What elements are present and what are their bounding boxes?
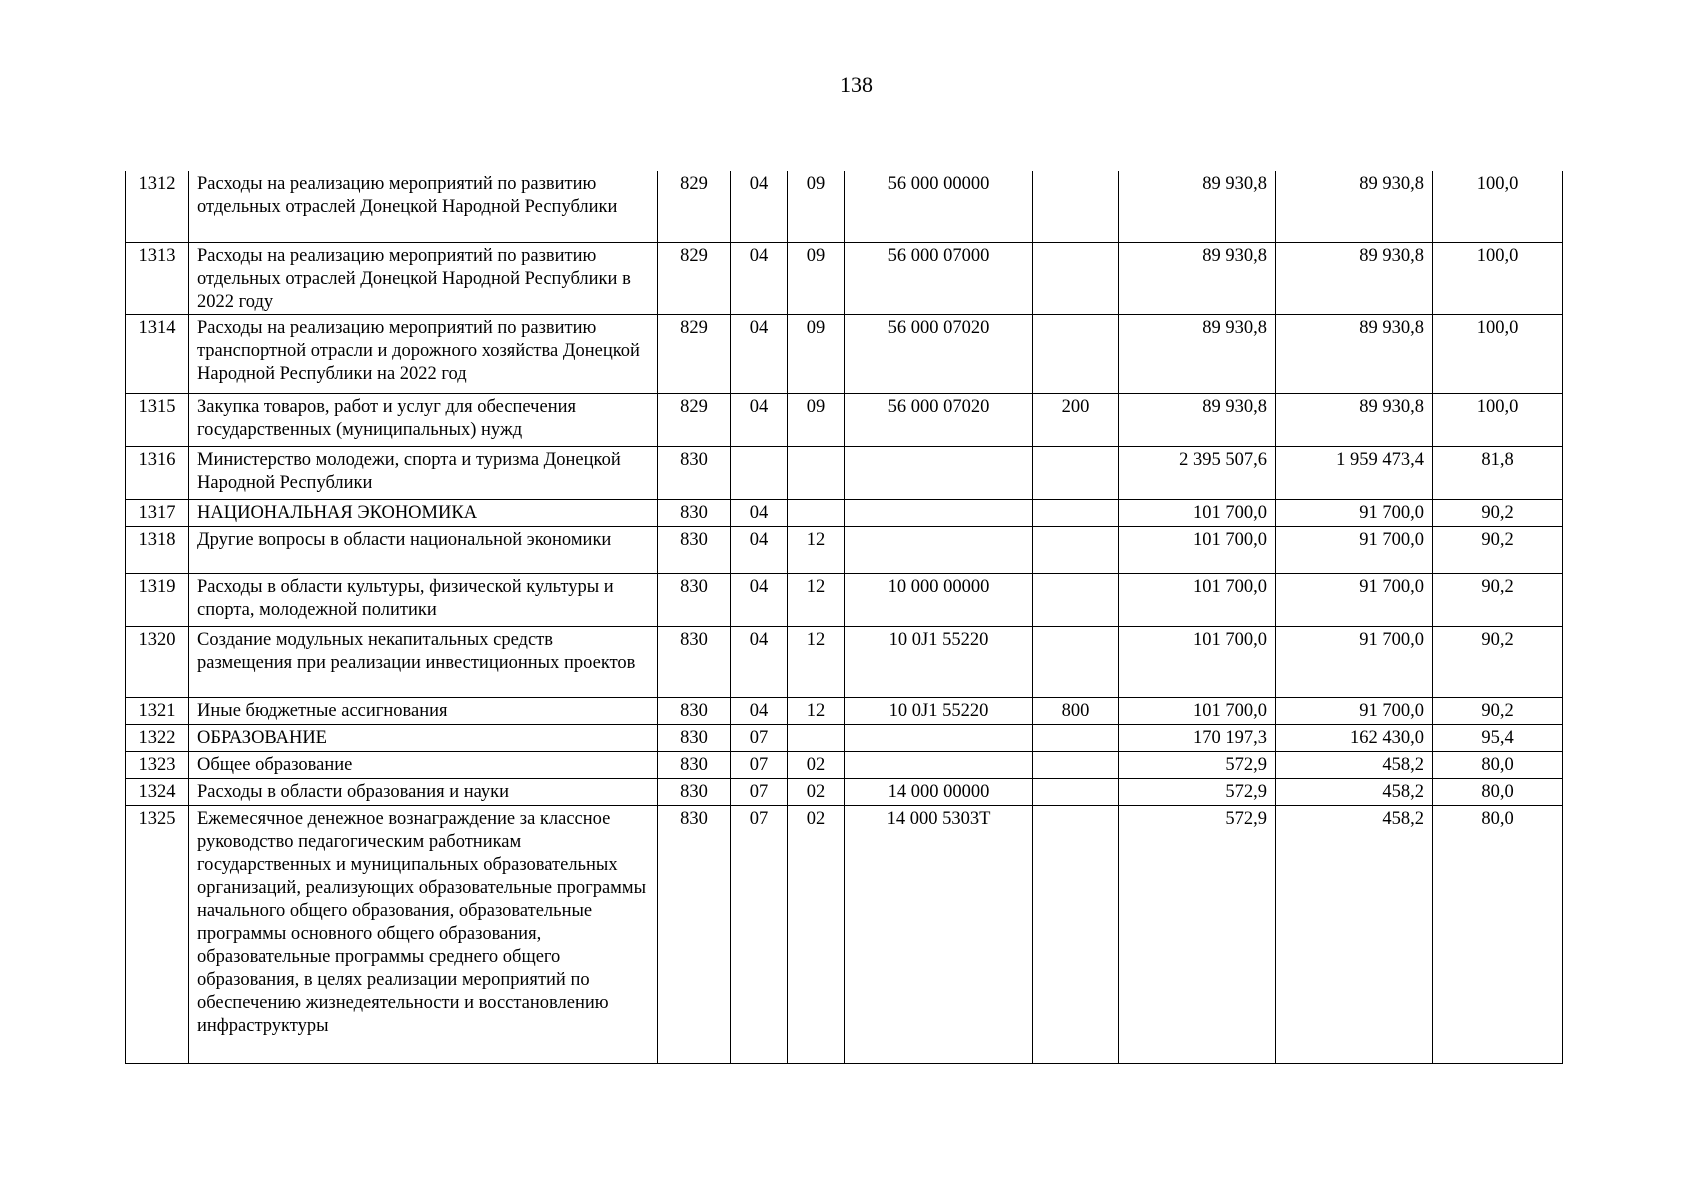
actual-amount-cell: 91 700,0 bbox=[1276, 526, 1433, 573]
actual-amount-cell: 458,2 bbox=[1276, 751, 1433, 778]
row-number-cell: 1323 bbox=[126, 751, 189, 778]
department-code-cell: 830 bbox=[658, 697, 731, 724]
department-code-cell: 829 bbox=[658, 171, 731, 242]
expense-type-cell bbox=[1033, 724, 1119, 751]
actual-amount-cell: 1 959 473,4 bbox=[1276, 446, 1433, 499]
target-article-cell bbox=[845, 724, 1033, 751]
execution-percent-cell: 100,0 bbox=[1433, 314, 1563, 393]
subsection-code-cell: 09 bbox=[788, 314, 845, 393]
expense-type-cell bbox=[1033, 446, 1119, 499]
item-name-cell: Иные бюджетные ассигнования bbox=[189, 697, 658, 724]
table-row bbox=[126, 446, 1563, 499]
target-article-cell bbox=[845, 446, 1033, 499]
subsection-code-cell: 09 bbox=[788, 393, 845, 446]
subsection-code-cell: 09 bbox=[788, 171, 845, 242]
planned-amount-cell: 572,9 bbox=[1119, 805, 1276, 1063]
section-code-cell bbox=[731, 446, 788, 499]
execution-percent-cell: 80,0 bbox=[1433, 805, 1563, 1063]
section-code-cell: 07 bbox=[731, 805, 788, 1063]
execution-percent-cell: 90,2 bbox=[1433, 526, 1563, 573]
planned-amount-cell: 89 930,8 bbox=[1119, 314, 1276, 393]
table-row bbox=[126, 724, 1563, 751]
subsection-code-cell: 12 bbox=[788, 697, 845, 724]
department-code-cell: 830 bbox=[658, 724, 731, 751]
target-article-cell: 14 000 00000 bbox=[845, 778, 1033, 805]
planned-amount-cell: 101 700,0 bbox=[1119, 697, 1276, 724]
expense-type-cell bbox=[1033, 626, 1119, 697]
department-code-cell: 830 bbox=[658, 446, 731, 499]
item-name-cell: Расходы на реализацию мероприятий по развитию отдельных отраслей Донецкой Народной Республики bbox=[189, 171, 658, 242]
target-article-cell bbox=[845, 526, 1033, 573]
row-number-cell: 1325 bbox=[126, 805, 189, 1063]
table-row bbox=[126, 573, 1563, 626]
row-number-cell: 1319 bbox=[126, 573, 189, 626]
department-code-cell: 830 bbox=[658, 778, 731, 805]
table-body bbox=[126, 171, 1563, 1063]
row-number-cell: 1322 bbox=[126, 724, 189, 751]
target-article-cell: 10 000 00000 bbox=[845, 573, 1033, 626]
item-name-cell: Общее образование bbox=[189, 751, 658, 778]
expense-type-cell: 800 bbox=[1033, 697, 1119, 724]
department-code-cell: 830 bbox=[658, 751, 731, 778]
table-row bbox=[126, 171, 1563, 242]
subsection-code-cell bbox=[788, 724, 845, 751]
section-code-cell: 07 bbox=[731, 778, 788, 805]
table-row bbox=[126, 526, 1563, 573]
item-name-cell: Ежемесячное денежное вознаграждение за классное руководство педагогическим работникам государственных и муниципальных образовательных организаций, реализующих образовательные программы начального общего образования, образовательные программы основного общего образования, образовательные программы среднего общего образования, в целях реализации мероприятий по обеспечению жизнедеятельности и восстановлению инфраструктуры bbox=[189, 805, 658, 1063]
subsection-code-cell: 12 bbox=[788, 526, 845, 573]
target-article-cell: 10 0J1 55220 bbox=[845, 626, 1033, 697]
execution-percent-cell: 90,2 bbox=[1433, 697, 1563, 724]
row-number-cell: 1317 bbox=[126, 499, 189, 526]
actual-amount-cell: 162 430,0 bbox=[1276, 724, 1433, 751]
actual-amount-cell: 458,2 bbox=[1276, 778, 1433, 805]
section-code-cell: 07 bbox=[731, 724, 788, 751]
execution-percent-cell: 90,2 bbox=[1433, 626, 1563, 697]
execution-percent-cell: 90,2 bbox=[1433, 499, 1563, 526]
subsection-code-cell: 12 bbox=[788, 573, 845, 626]
planned-amount-cell: 101 700,0 bbox=[1119, 626, 1276, 697]
section-code-cell: 04 bbox=[731, 626, 788, 697]
row-number-cell: 1313 bbox=[126, 242, 189, 314]
table-row bbox=[126, 697, 1563, 724]
item-name-cell: Расходы в области культуры, физической культуры и спорта, молодежной политики bbox=[189, 573, 658, 626]
item-name-cell: Другие вопросы в области национальной экономики bbox=[189, 526, 658, 573]
actual-amount-cell: 91 700,0 bbox=[1276, 499, 1433, 526]
actual-amount-cell: 458,2 bbox=[1276, 805, 1433, 1063]
item-name-cell: Создание модульных некапитальных средств размещения при реализации инвестиционных проектов bbox=[189, 626, 658, 697]
item-name-cell: Министерство молодежи, спорта и туризма Донецкой Народной Республики bbox=[189, 446, 658, 499]
planned-amount-cell: 2 395 507,6 bbox=[1119, 446, 1276, 499]
subsection-code-cell bbox=[788, 446, 845, 499]
actual-amount-cell: 89 930,8 bbox=[1276, 393, 1433, 446]
actual-amount-cell: 89 930,8 bbox=[1276, 314, 1433, 393]
item-name-cell: Расходы на реализацию мероприятий по развитию транспортной отрасли и дорожного хозяйства Донецкой Народной Республики на 2022 год bbox=[189, 314, 658, 393]
expense-type-cell bbox=[1033, 314, 1119, 393]
expense-type-cell bbox=[1033, 805, 1119, 1063]
section-code-cell: 04 bbox=[731, 697, 788, 724]
department-code-cell: 830 bbox=[658, 805, 731, 1063]
expense-type-cell bbox=[1033, 751, 1119, 778]
department-code-cell: 830 bbox=[658, 526, 731, 573]
table-row bbox=[126, 499, 1563, 526]
section-code-cell: 07 bbox=[731, 751, 788, 778]
page-number: 138 bbox=[840, 72, 873, 97]
row-number-cell: 1316 bbox=[126, 446, 189, 499]
target-article-cell: 14 000 5303Т bbox=[845, 805, 1033, 1063]
actual-amount-cell: 91 700,0 bbox=[1276, 573, 1433, 626]
planned-amount-cell: 101 700,0 bbox=[1119, 526, 1276, 573]
row-number-cell: 1314 bbox=[126, 314, 189, 393]
section-code-cell: 04 bbox=[731, 526, 788, 573]
row-number-cell: 1324 bbox=[126, 778, 189, 805]
target-article-cell: 56 000 07020 bbox=[845, 393, 1033, 446]
actual-amount-cell: 89 930,8 bbox=[1276, 242, 1433, 314]
execution-percent-cell: 95,4 bbox=[1433, 724, 1563, 751]
planned-amount-cell: 101 700,0 bbox=[1119, 499, 1276, 526]
execution-percent-cell: 100,0 bbox=[1433, 171, 1563, 242]
target-article-cell bbox=[845, 751, 1033, 778]
subsection-code-cell: 02 bbox=[788, 751, 845, 778]
expense-type-cell bbox=[1033, 526, 1119, 573]
expense-type-cell bbox=[1033, 778, 1119, 805]
execution-percent-cell: 81,8 bbox=[1433, 446, 1563, 499]
department-code-cell: 830 bbox=[658, 626, 731, 697]
subsection-code-cell bbox=[788, 499, 845, 526]
table-row bbox=[126, 393, 1563, 446]
expense-type-cell bbox=[1033, 499, 1119, 526]
section-code-cell: 04 bbox=[731, 393, 788, 446]
actual-amount-cell: 89 930,8 bbox=[1276, 171, 1433, 242]
expense-type-cell bbox=[1033, 242, 1119, 314]
expense-type-cell bbox=[1033, 171, 1119, 242]
planned-amount-cell: 89 930,8 bbox=[1119, 171, 1276, 242]
execution-percent-cell: 80,0 bbox=[1433, 751, 1563, 778]
actual-amount-cell: 91 700,0 bbox=[1276, 626, 1433, 697]
execution-percent-cell: 100,0 bbox=[1433, 393, 1563, 446]
item-name-cell: ОБРАЗОВАНИЕ bbox=[189, 724, 658, 751]
table-row bbox=[126, 778, 1563, 805]
expense-type-cell: 200 bbox=[1033, 393, 1119, 446]
subsection-code-cell: 02 bbox=[788, 778, 845, 805]
execution-percent-cell: 80,0 bbox=[1433, 778, 1563, 805]
table-row bbox=[126, 242, 1563, 314]
execution-percent-cell: 100,0 bbox=[1433, 242, 1563, 314]
planned-amount-cell: 572,9 bbox=[1119, 751, 1276, 778]
table-row bbox=[126, 751, 1563, 778]
target-article-cell bbox=[845, 499, 1033, 526]
planned-amount-cell: 89 930,8 bbox=[1119, 393, 1276, 446]
budget-table bbox=[125, 171, 1563, 1064]
item-name-cell: Расходы в области образования и науки bbox=[189, 778, 658, 805]
department-code-cell: 830 bbox=[658, 499, 731, 526]
target-article-cell: 56 000 00000 bbox=[845, 171, 1033, 242]
section-code-cell: 04 bbox=[731, 573, 788, 626]
item-name-cell: Расходы на реализацию мероприятий по развитию отдельных отраслей Донецкой Народной Республики в 2022 году bbox=[189, 242, 658, 314]
subsection-code-cell: 12 bbox=[788, 626, 845, 697]
row-number-cell: 1321 bbox=[126, 697, 189, 724]
section-code-cell: 04 bbox=[731, 171, 788, 242]
department-code-cell: 830 bbox=[658, 573, 731, 626]
row-number-cell: 1320 bbox=[126, 626, 189, 697]
target-article-cell: 56 000 07020 bbox=[845, 314, 1033, 393]
section-code-cell: 04 bbox=[731, 314, 788, 393]
row-number-cell: 1312 bbox=[126, 171, 189, 242]
department-code-cell: 829 bbox=[658, 393, 731, 446]
table-row bbox=[126, 626, 1563, 697]
table-row bbox=[126, 314, 1563, 393]
item-name-cell: Закупка товаров, работ и услуг для обеспечения государственных (муниципальных) нужд bbox=[189, 393, 658, 446]
subsection-code-cell: 02 bbox=[788, 805, 845, 1063]
section-code-cell: 04 bbox=[731, 242, 788, 314]
subsection-code-cell: 09 bbox=[788, 242, 845, 314]
table-row bbox=[126, 805, 1563, 1063]
expense-type-cell bbox=[1033, 573, 1119, 626]
row-number-cell: 1315 bbox=[126, 393, 189, 446]
planned-amount-cell: 572,9 bbox=[1119, 778, 1276, 805]
department-code-cell: 829 bbox=[658, 314, 731, 393]
item-name-cell: НАЦИОНАЛЬНАЯ ЭКОНОМИКА bbox=[189, 499, 658, 526]
planned-amount-cell: 89 930,8 bbox=[1119, 242, 1276, 314]
department-code-cell: 829 bbox=[658, 242, 731, 314]
planned-amount-cell: 170 197,3 bbox=[1119, 724, 1276, 751]
section-code-cell: 04 bbox=[731, 499, 788, 526]
row-number-cell: 1318 bbox=[126, 526, 189, 573]
planned-amount-cell: 101 700,0 bbox=[1119, 573, 1276, 626]
target-article-cell: 56 000 07000 bbox=[845, 242, 1033, 314]
execution-percent-cell: 90,2 bbox=[1433, 573, 1563, 626]
target-article-cell: 10 0J1 55220 bbox=[845, 697, 1033, 724]
actual-amount-cell: 91 700,0 bbox=[1276, 697, 1433, 724]
